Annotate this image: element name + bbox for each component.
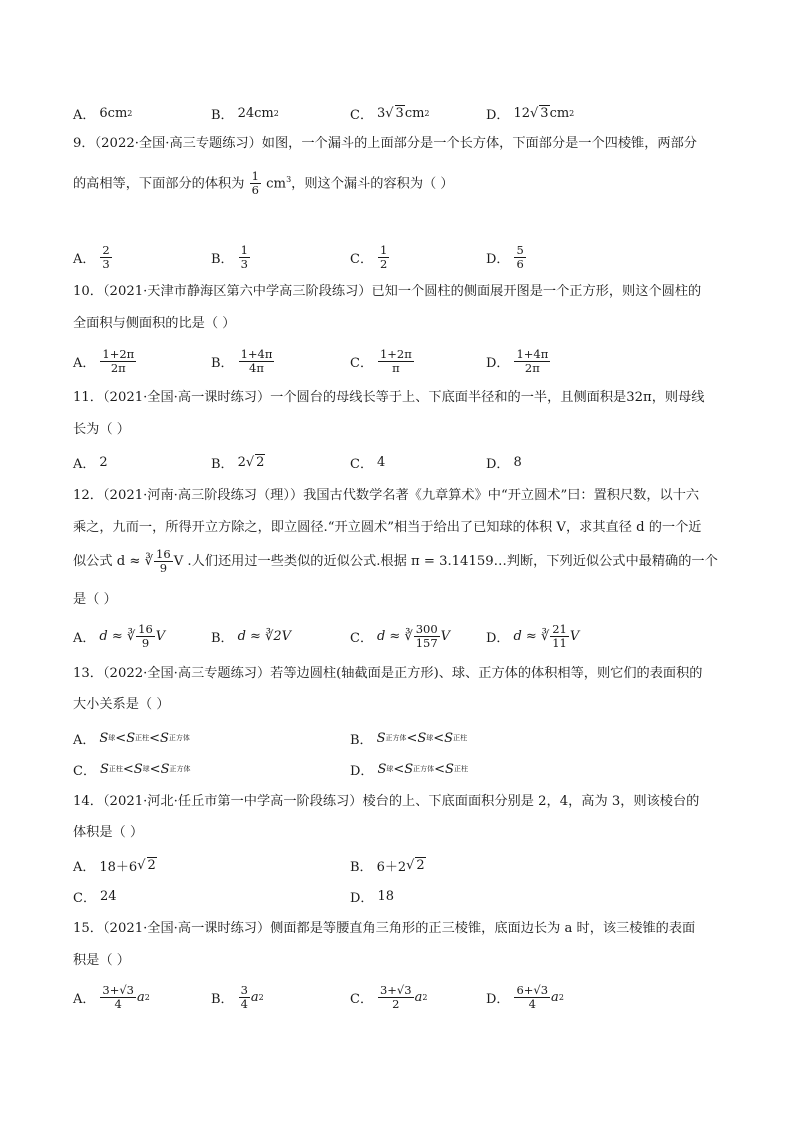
q9-option-a[interactable]: A． $\frac{2}{3}$ <box>73 242 110 271</box>
q12-text-line1: 12．（2021·河南·高三阶段练习（理））我国古代数学名著《九章算术》中“开立圆术”曰：置积尺数，以十六 <box>73 488 700 503</box>
q14-text-line1: 14．（2021·河北·任丘市第一中学高一阶段练习）棱台的上、下底面面积分别是 2，4，高为 3，则该棱台的 <box>73 794 700 809</box>
q9-option-d[interactable]: D． $\frac{5}{6}$ <box>486 242 524 271</box>
q8-option-d[interactable]: D． 12 √ 3 cm 2 <box>486 105 575 123</box>
q8-options <box>73 97 733 129</box>
q13-option-d[interactable]: D． S 球 <S 正方体 <S 正柱 <box>350 761 468 779</box>
q12-option-b[interactable]: B． d ≈ ∛ 2V <box>211 628 291 646</box>
q10-options <box>73 345 733 377</box>
q12-text-line3: 似公式 d ≈ ∛ $\frac{16}{9}$ V .人们还用过一些类似的近似公式.根据 π = 3.14159…判断，下列近似公式中最精确的一个 <box>73 547 718 575</box>
q14-option-a[interactable]: A． 18＋6 √ 2 <box>73 857 156 875</box>
q14-options-row2 <box>73 880 733 912</box>
q10-option-b[interactable]: B． $\frac{1+4\pi}{4\pi}$ <box>211 346 273 375</box>
q14-option-b[interactable]: B． 6＋2 √ 2 <box>350 857 425 875</box>
q12-option-d[interactable]: D． d ≈ ∛ $\frac{21}{11}$ V <box>486 621 580 650</box>
q12-option-c[interactable]: C． d ≈ ∛ $\frac{300}{157}$ V <box>350 621 451 650</box>
q10-text-line1: 10．（2021·天津市静海区第六中学高三阶段练习）已知一个圆柱的侧面展开图是一个正方形，则这个圆柱的 <box>73 284 702 299</box>
q15-text-line1: 15．（2021·全国·高一课时练习）侧面都是等腰直角三角形的正三棱锥，底面边长为 a 时，该三棱锥的表面 <box>73 921 696 936</box>
q8-option-b[interactable]: B． 24cm 2 <box>211 105 279 123</box>
q9-text-line1: 9．（2022·全国·高三专题练习）如图，一个漏斗的上面部分是一个长方体，下面部分是一个四棱锥，两部分 <box>73 136 697 151</box>
q9-options <box>73 241 733 273</box>
q13-options-row1 <box>73 722 733 754</box>
q9-option-c[interactable]: C． $\frac{1}{2}$ <box>350 242 388 271</box>
q11-option-b[interactable]: B． 2 √ 2 <box>211 454 265 472</box>
q15-option-c[interactable]: C． $\frac{3+√3}{2}$ a 2 <box>350 982 428 1011</box>
q15-options <box>73 981 733 1013</box>
q9-text-line2: 的高相等，下面部分的体积为 $\frac{1}{6}$ $cm^3$，则这个漏斗的容积为（ ） <box>73 169 454 198</box>
q15-option-b[interactable]: B． $\frac{3}{4}$ a 2 <box>211 982 264 1011</box>
q11-option-d[interactable]: D． 8 <box>486 454 522 472</box>
q12-text-line2: 乘之，九而一，所得开立方除之，即立圆径.“开立圆术”相当于给出了已知球的体积 V，求其直径 d 的一个近 <box>73 520 702 535</box>
q12-options <box>73 620 733 652</box>
q8-option-a[interactable]: A． 6cm 2 <box>73 105 133 123</box>
q14-text-line2: 体积是（ ） <box>73 825 144 840</box>
q10-text-line2: 全面积与侧面积的比是（ ） <box>73 316 236 331</box>
q15-option-a[interactable]: A． $\frac{3+√3}{4}$ a 2 <box>73 982 150 1011</box>
q15-option-d[interactable]: D． $\frac{6+√3}{4}$ a 2 <box>486 982 564 1011</box>
q11-text-line2: 长为（ ） <box>73 422 130 437</box>
q13-option-a[interactable]: A． S 球 <S 正柱 <S 正方体 <box>73 730 190 748</box>
q15-text-line2: 积是（ ） <box>73 953 130 968</box>
q11-option-a[interactable]: A． 2 <box>73 454 108 472</box>
q14-option-d[interactable]: D． 18 <box>350 888 394 906</box>
q13-options-row2 <box>73 753 733 785</box>
q10-option-a[interactable]: A． $\frac{1+2\pi}{2\pi}$ <box>73 346 135 375</box>
q10-option-d[interactable]: D． $\frac{1+4\pi}{2\pi}$ <box>486 346 549 375</box>
q12-option-a[interactable]: A． d ≈ ∛ $\frac{16}{9}$ V <box>73 621 166 650</box>
q12-text-line4: 是（ ） <box>73 592 117 607</box>
fraction: $\frac{1}{6}$ <box>251 169 259 198</box>
q13-text-line2: 大小关系是（ ） <box>73 697 170 712</box>
q11-options <box>73 446 733 478</box>
q14-option-c[interactable]: C． 24 <box>73 888 117 906</box>
q13-text-line1: 13．（2022·全国·高三专题练习）若等边圆柱(轴截面是正方形)、球、正方体的体积相等，则它们的表面积的 <box>73 666 703 681</box>
q8-option-c[interactable]: C． 3 √ 3 cm 2 <box>350 105 430 123</box>
q13-option-b[interactable]: B． S 正方体 <S 球 <S 正柱 <box>350 730 468 748</box>
q13-option-c[interactable]: C． S 正柱 <S 球 <S 正方体 <box>73 761 191 779</box>
q11-option-c[interactable]: C． 4 <box>350 454 386 472</box>
q9-option-b[interactable]: B． $\frac{1}{3}$ <box>211 242 248 271</box>
q11-text-line1: 11．（2021·全国·高一课时练习）一个圆台的母线长等于上、下底面半径和的一半，且侧面积是32π，则母线 <box>73 390 705 405</box>
q10-option-c[interactable]: C． $\frac{1+2\pi}{\pi}$ <box>350 346 412 375</box>
q14-options-row1 <box>73 849 733 881</box>
